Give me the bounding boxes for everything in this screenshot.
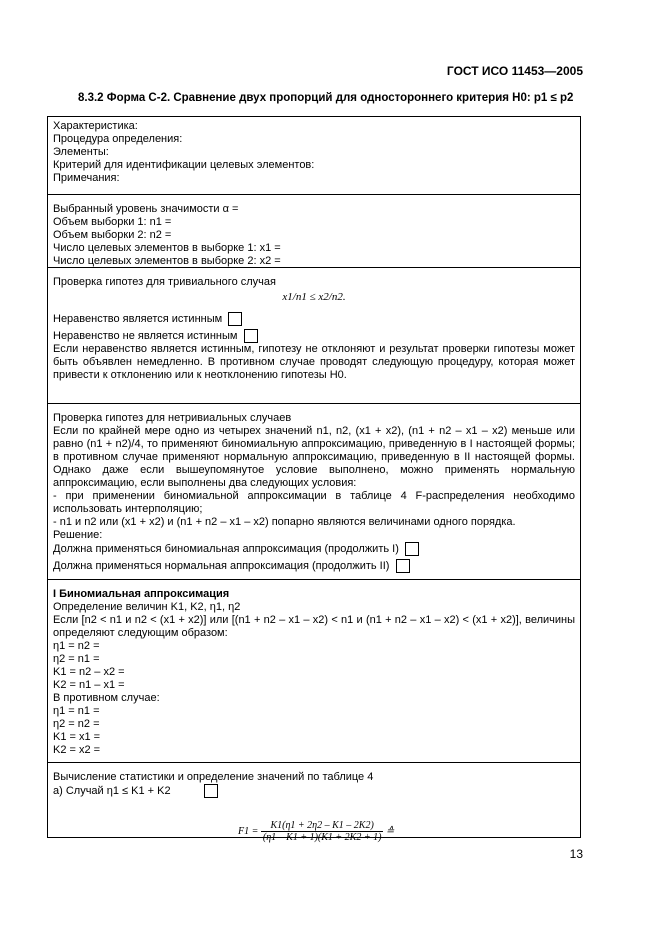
case-a-label: а) Случай η1 ≤ K1 + K2 [53, 784, 171, 797]
binomial-eq-k2: K2 = n1 – x1 = [53, 679, 125, 691]
decision-option-1 [53, 542, 575, 556]
formula-f1-numerator: K1(η1 + 2η2 – K1 – 2K2) [261, 820, 384, 832]
trivial-formula: x1/n1 ≤ x2/n2. [282, 291, 346, 303]
section-parameters [48, 195, 580, 268]
field-notes: Примечания: [53, 172, 120, 184]
option-true-label: Неравенство является истинным [53, 312, 223, 325]
option-true-checkbox[interactable] [228, 312, 242, 326]
form-frame [47, 116, 581, 843]
binomial-else-k1: K1 = x1 = [53, 731, 101, 743]
nontrivial-text-2: - при применении биномиальной аппроксимации в таблице 4 F-распределения необходимо использовать интерполяцию; [53, 490, 575, 515]
document-id: ГОСТ ИСО 11453—2005 [446, 64, 583, 78]
field-elements: Элементы: [53, 146, 109, 158]
section-trivial [48, 268, 580, 404]
section-nontrivial [48, 404, 580, 580]
trivial-text: Если неравенство является истинным, гипотезу не отклоняют и результат проверки гипотезы может быть объявлен немедленно. В противном случае проводят следующую процедуру, которая может привести к отклонению или к неотклонению гипотезы H0. [53, 343, 575, 381]
formula-f1-fraction [261, 820, 384, 843]
formula-f1-denominator: (η1 – K1 + 1)(K1 + 2K2 + 1) [262, 832, 382, 843]
binomial-eq-k1: K1 = n2 – x2 = [53, 666, 125, 678]
option-true [53, 312, 575, 326]
decision-option-2 [53, 559, 575, 573]
field-n1: Объем выборки 1: n1 = [53, 216, 172, 228]
section-characteristics [48, 117, 580, 195]
binomial-else: В противном случае: [53, 692, 160, 704]
binomial-eq-eta1: η1 = n2 = [53, 640, 100, 652]
nontrivial-title: Проверка гипотез для нетривиальных случаев [53, 412, 292, 424]
formula-f1-label: F1 = [238, 825, 259, 837]
binomial-else-k2: K2 = x2 = [53, 744, 101, 756]
trivial-title: Проверка гипотез для тривиального случая [53, 276, 276, 288]
binomial-title: I Биномиальная аппроксимация [53, 588, 230, 600]
decision-option-2-label: Должна применяться нормальная аппроксимация (продолжить II) [53, 559, 390, 572]
field-alpha: Выбранный уровень значимости α = [53, 203, 239, 215]
decision-option-1-label: Должна применяться биномиальная аппроксимация (продолжить I) [53, 542, 399, 555]
page-number: 13 [569, 847, 583, 861]
binomial-else-eta1: η1 = n1 = [53, 705, 100, 717]
field-criterion: Критерий для идентификации целевых элементов: [53, 159, 315, 171]
decision-option-1-checkbox[interactable] [405, 542, 419, 556]
binomial-definition: Определение величин K1, K2, η1, η2 [53, 601, 241, 613]
option-false [53, 329, 575, 343]
case-a-checkbox[interactable] [204, 784, 218, 798]
binomial-eq-eta2: η2 = n1 = [53, 653, 100, 665]
field-x2: Число целевых элементов в выборке 2: x2 = [53, 255, 281, 267]
decision-label: Решение: [53, 529, 103, 541]
field-x1: Число целевых элементов в выборке 1: x1 = [53, 242, 281, 254]
section-title: 8.3.2 Форма С-2. Сравнение двух пропорций для одностороннего критерия H0: p1 ≤ p2 [78, 92, 574, 104]
formula-f1 [238, 820, 394, 843]
case-a [53, 784, 575, 798]
field-n2: Объем выборки 2: n2 = [53, 229, 172, 241]
nontrivial-text-3: - n1 и n2 или (x1 + x2) и (n1 + n2 – x1 – x2) попарно являются величинами одного порядка. [53, 516, 516, 528]
binomial-condition: Если [n2 < n1 и n2 < (x1 + x2)] или [(n1 + n2 – x1 – x2) < n1 и (n1 + n2 – x1 – x2) < (x1 + x2)], величины определяют следующим образом: [53, 614, 575, 639]
section-binomial [48, 580, 580, 763]
nontrivial-text-1: Если по крайней мере одно из четырех значений n1, n2, (x1 + x2), (n1 + n2 – x1 – x2) меньше или равно (n1 + n2)/4, то применяют биномиальную аппроксимацию, приведенную в I настоящей формы; в противном случае применяют нормальную аппроксимацию, приведенную в II настоящей формы. Однако даже если вышеупомянутое условие выполнено, можно применять нормальную аппроксимацию, если выполнены два следующих условия: [53, 425, 575, 489]
field-procedure: Процедура определения: [53, 133, 183, 145]
formula-f1-suffix: ≙ [385, 825, 395, 837]
binomial-else-eta2: η2 = n2 = [53, 718, 100, 730]
decision-option-2-checkbox[interactable] [396, 559, 410, 573]
option-false-label: Неравенство не является истинным [53, 329, 238, 342]
statistic-title: Вычисление статистики и определение значений по таблице 4 [53, 771, 374, 783]
field-characteristic: Характеристика: [53, 120, 138, 132]
option-false-checkbox[interactable] [244, 329, 258, 343]
